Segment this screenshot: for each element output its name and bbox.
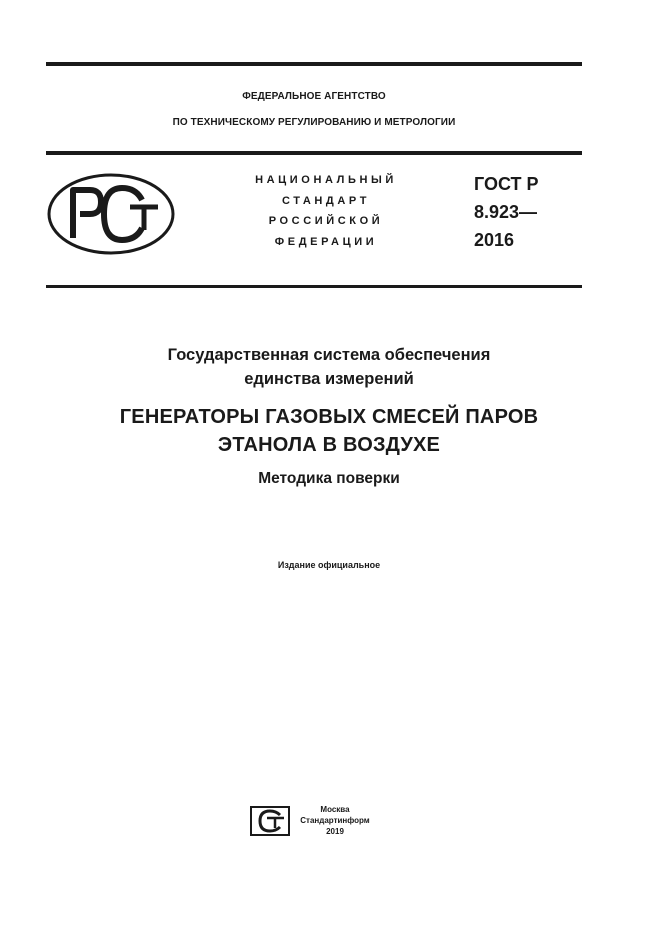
publisher-info: [296, 804, 374, 837]
publisher-city: Москва: [320, 805, 350, 814]
top-divider: [46, 62, 582, 66]
header-divider: [46, 151, 582, 155]
national-line: СТАНДАРТ: [281, 194, 371, 207]
publisher-name: Стандартинформ: [300, 816, 370, 825]
standard-code-line: 8.923—: [474, 202, 538, 222]
national-standard-label: [228, 170, 424, 252]
edition-label: Издание официальное: [277, 560, 381, 570]
national-line: НАЦИОНАЛЬНЫЙ: [255, 174, 397, 186]
series-title-line1: Государственная система обеспечения: [167, 346, 491, 364]
document-method: Методика поверки: [258, 470, 400, 487]
standartinform-logo-icon: [250, 806, 290, 836]
national-line: РОССИЙСКОЙ: [268, 215, 384, 227]
standard-block-divider: [46, 285, 582, 288]
standard-code: [474, 170, 539, 254]
publication-year: 2019: [326, 827, 344, 836]
standard-code-line: 2016: [474, 230, 515, 250]
series-title-line2: единства измерений: [244, 370, 414, 388]
rst-gost-emblem-icon: [46, 172, 176, 256]
standard-code-line: ГОСТ Р: [474, 174, 539, 194]
document-title-line1: ГЕНЕРАТОРЫ ГАЗОВЫХ СМЕСЕЙ ПАРОВ: [119, 406, 539, 428]
national-line: ФЕДЕРАЦИИ: [274, 235, 378, 248]
agency-name-line2: ПО ТЕХНИЧЕСКОМУ РЕГУЛИРОВАНИЮ И МЕТРОЛОГИИ: [172, 117, 456, 128]
document-title-line2: ЭТАНОЛА В ВОЗДУХЕ: [217, 434, 441, 456]
agency-name-line1: ФЕДЕРАЛЬНОЕ АГЕНТСТВО: [242, 91, 386, 102]
